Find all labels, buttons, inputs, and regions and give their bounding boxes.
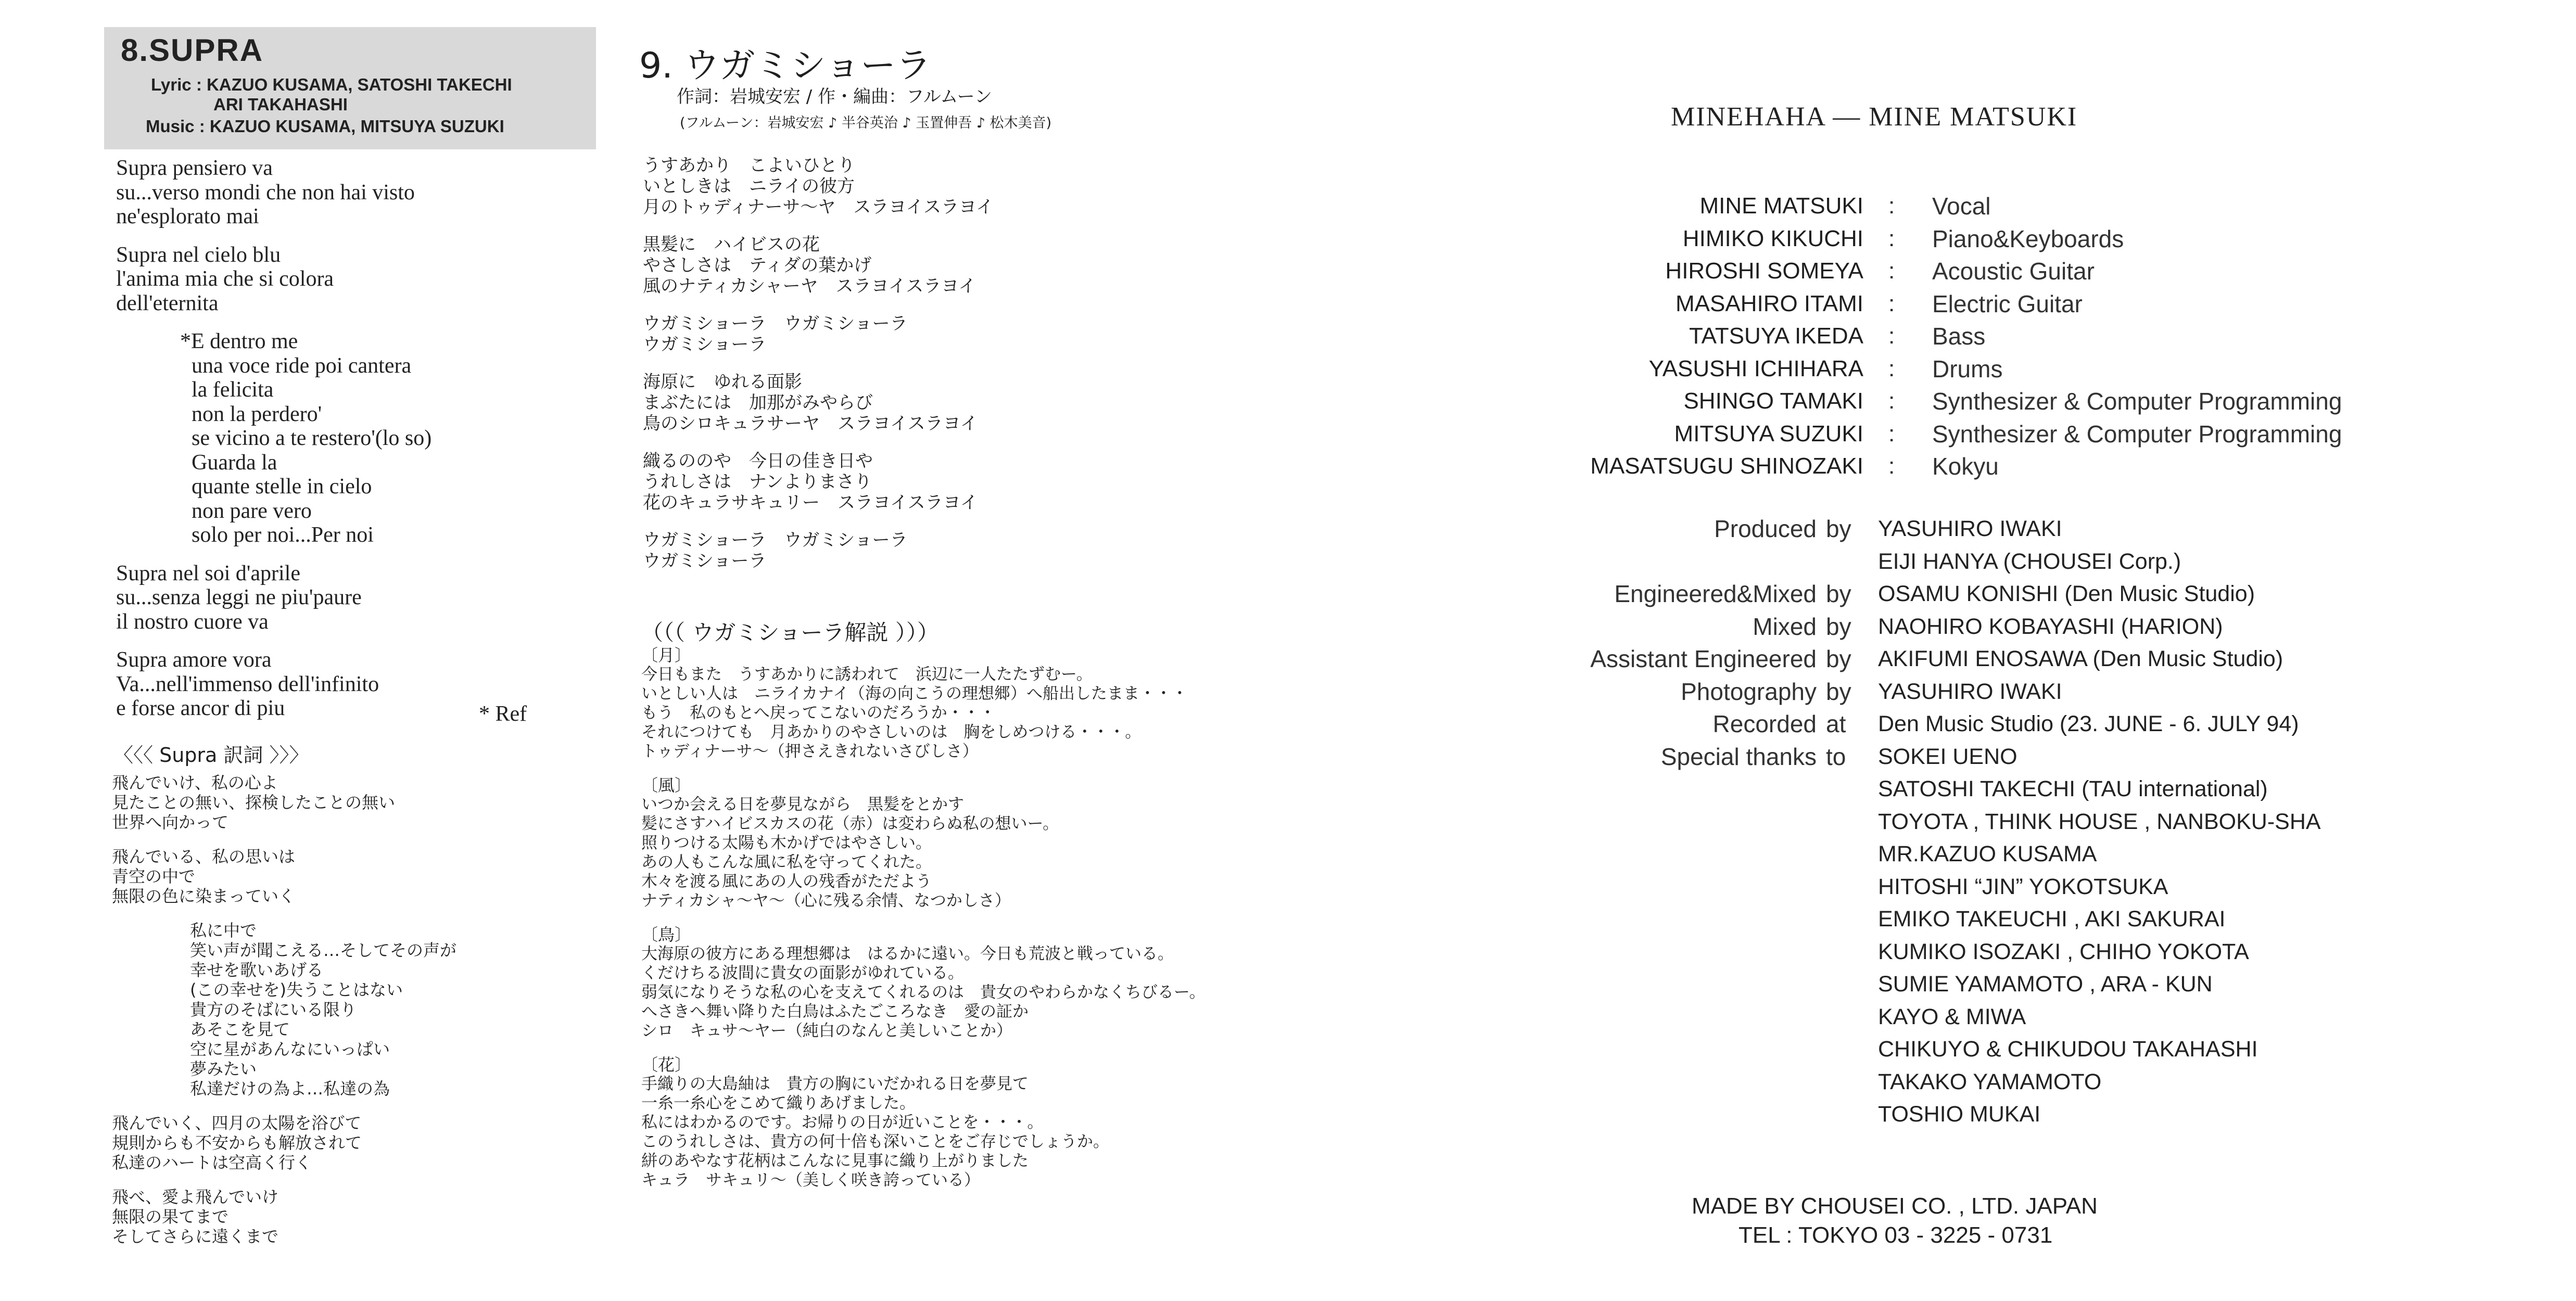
commentary-line: 木々を渡る風にあの人の残香がただよう	[641, 872, 932, 891]
member-name: SHINGO TAMAKI	[1683, 388, 1863, 414]
lyric-line: Supra nel soi d'aprile	[116, 561, 300, 585]
staff-preposition	[1826, 545, 1851, 578]
lyric-chorus	[116, 329, 432, 547]
lyric-line: una voce ride poi cantera	[192, 353, 412, 378]
lyric-line: ウガミショーラ ウガミショーラ	[643, 313, 908, 334]
commentary-section-flower	[641, 1055, 1205, 1190]
commentary-section-wind	[641, 775, 1205, 911]
commentary-line: キュラ サキュリ～（美しく咲き誇っている）	[641, 1171, 980, 1190]
lyric-stanza	[643, 372, 994, 434]
translation-line: 飛んでいけ、私の心よ	[112, 773, 278, 793]
thanks-name: MR.KAZUO KUSAMA	[1878, 841, 2097, 866]
commentary-line: くだけちる波間に貴女の面影がゆれている。	[641, 964, 964, 983]
supra-italian-lyrics	[116, 156, 432, 735]
lyric-stanza	[116, 243, 432, 316]
lyric-line: se vicino a te restero'(lo so)	[192, 426, 432, 450]
separator-colon: :	[1888, 453, 1895, 479]
commentary-line: 髪にさすハイビスカスの花（赤）は変わらぬ私の想いー。	[641, 814, 1059, 833]
commentary-line: いとしい人は ニライカナイ（海の向こうの理想郷）へ船出したまま・・・	[641, 684, 1188, 703]
thanks-name: KAYO & MIWA	[1878, 1004, 2026, 1029]
lyric-line: Supra pensiero va	[116, 156, 273, 180]
lyric-line: ウガミショーラ	[643, 551, 767, 571]
staff-preposition: by	[1826, 515, 1851, 542]
member-role: Bass	[1932, 323, 1986, 350]
thanks-name: SUMIE YAMAMOTO , ARA - KUN	[1878, 972, 2213, 997]
lyric-line: dell'eternita	[116, 291, 219, 315]
commentary-line: 私にはわかるのです。お帰りの日が近いことを・・・。	[641, 1113, 1044, 1132]
manufacturer-line: MADE BY CHOUSEI CO. , LTD. JAPAN	[1692, 1193, 2098, 1219]
staff-labels-column	[1509, 513, 1817, 773]
lyric-chorus	[643, 530, 994, 571]
commentary-line: このうれしさは、貴方の何十倍も深いことをご存じでしょうか。	[641, 1132, 1109, 1151]
commentary-line: トゥディナーサ～（押さえきれないさびしさ）	[641, 742, 979, 761]
member-role: Piano&Keyboards	[1932, 225, 2124, 252]
lyric-line: ne'esplorato mai	[116, 205, 259, 228]
lyric-line: non la perdero'	[192, 402, 322, 426]
lyric-line: su...verso mondi che non hai visto	[116, 180, 415, 205]
member-role: Synthesizer & Computer Programming	[1932, 388, 2342, 415]
lyric-line: solo per noi...Per noi	[192, 523, 374, 547]
thanks-name: EMIKO TAKEUCHI , AKI SAKURAI	[1878, 907, 2226, 932]
phone-line: TEL : TOKYO 03 - 3225 - 0731	[1739, 1222, 2053, 1248]
member-role: Acoustic Guitar	[1932, 258, 2095, 285]
translation-line: 幸せを歌いあげる	[190, 960, 324, 980]
translation-line: 飛んでいく、四月の太陽を浴びて	[112, 1113, 362, 1133]
staff-name: YASUHIRO IWAKI	[1878, 679, 2062, 704]
lyric-chorus	[643, 313, 994, 355]
music-credit: Music : KAZUO KUSAMA, MITSUYA SUZUKI	[146, 117, 504, 136]
thanks-name: TOSHIO MUKAI	[1878, 1102, 2041, 1127]
staff-prepositions-column	[1826, 513, 1851, 773]
commentary-line: それにつけても 月あかりのやさしいのは 胸をしめつける・・・。	[641, 723, 1141, 742]
staff-name: YASUHIRO IWAKI	[1878, 516, 2062, 541]
member-name: TATSUYA IKEDA	[1689, 323, 1863, 349]
lyric-line: 海原に ゆれる面影	[643, 372, 802, 392]
lyric-line: ウガミショーラ ウガミショーラ	[643, 530, 908, 551]
staff-name: Den Music Studio (23. JUNE - 6. JULY 94)	[1878, 711, 2299, 736]
lyric-line: il nostro cuore va	[116, 609, 269, 634]
translation-line: 夢みたい	[190, 1059, 257, 1079]
lyric-line: 鳥のシロキュラサーヤ スラヨイスラヨイ	[643, 413, 978, 434]
commentary-line: 弱気になりそうな私の心を支えてくれるのは 貴女のやわらかなくちびるー。	[641, 983, 1205, 1002]
lyric-stanza	[643, 234, 994, 297]
translation-line: 空に星があんなにいっぱい	[190, 1039, 390, 1059]
translation-line: 見たことの無い、探検したことの無い	[112, 793, 396, 812]
commentary-section-bird	[641, 925, 1205, 1041]
thanks-name: TAKAKO YAMAMOTO	[1878, 1069, 2102, 1094]
lyric-line: いとしきは ニライの彼方	[643, 176, 855, 197]
staff-label: Special thanks	[1660, 743, 1817, 770]
lyric-line: su...senza leggi ne piu'paure	[116, 585, 362, 609]
translation-stanza	[112, 847, 456, 906]
member-name: HIMIKO KIKUCHI	[1682, 225, 1863, 251]
lyric-stanza	[643, 155, 994, 218]
translation-stanza	[112, 1113, 456, 1172]
member-role: Kokyu	[1932, 453, 1999, 480]
lyric-line: 風のナティカシャーヤ スラヨイスラヨイ	[643, 276, 976, 297]
translation-line: 私達のハートは空高く行く	[112, 1153, 312, 1172]
commentary-line: 今日もまた うすあかりに誘われて 浜辺に一人たたずむー。	[641, 665, 1093, 684]
ugami-commentary	[641, 645, 1205, 1204]
refrain-marker: * Ref	[479, 702, 527, 726]
lyric-line: 月のトゥディナーサ～ヤ スラヨイスラヨイ	[643, 197, 994, 218]
translation-stanza	[112, 773, 456, 832]
lyric-stanza	[116, 648, 432, 721]
lyric-stanza	[116, 562, 432, 634]
translation-line: あそこを見て	[190, 1019, 290, 1039]
lyric-line: l'anima mia che si colora	[116, 267, 334, 291]
thanks-name: HITOSHI “JIN” YOKOTSUKA	[1878, 874, 2168, 899]
commentary-line: いつか会える日を夢見ながら 黒髪をとかす	[641, 795, 964, 814]
track-title: 9. ウガミショーラ	[639, 45, 932, 86]
lyric-line: *E dentro me	[180, 329, 298, 353]
section-label: 〔風〕	[641, 775, 692, 795]
staff-preposition: by	[1826, 613, 1851, 640]
lyric-line: Supra amore vora	[116, 648, 272, 672]
translation-line: 貴方のそばにいる限り	[190, 1000, 357, 1019]
manufacturer-info	[1692, 1192, 2098, 1250]
commentary-heading: （（（ ウガミショーラ解説 ）））	[641, 620, 939, 645]
member-separators	[1888, 190, 1895, 483]
translation-line: 私に中で	[190, 921, 257, 940]
lyric-line: Supra nel cielo blu	[116, 243, 281, 267]
thanks-name: KUMIKO ISOZAKI , CHIHO YOKOTA	[1878, 939, 2249, 964]
staff-label: Photography	[1681, 678, 1817, 705]
thanks-name: SATOSHI TAKECHI (TAU international)	[1878, 776, 2268, 801]
commentary-line: ナティカシャ～ヤ～（心に残る余情、なつかしさ）	[641, 891, 1011, 910]
translation-line: (この幸せを)失うことはない	[190, 980, 403, 1000]
lyric-line: 黒髪に ハイビスの花	[643, 234, 820, 255]
member-name: HIROSHI SOMEYA	[1665, 258, 1863, 284]
album-title: MINEHAHA ― MINE MATSUKI	[1671, 102, 2078, 132]
commentary-line: あの人もこんな風に私を守ってくれた。	[641, 853, 932, 872]
member-role: Electric Guitar	[1932, 290, 2083, 317]
staff-label: Mixed	[1753, 613, 1817, 640]
staff-name: EIJI HANYA (CHOUSEI Corp.)	[1878, 549, 2181, 574]
translation-heading: 〈〈〈 Supra 訳詞 〉〉〉	[113, 744, 309, 767]
translation-stanza	[112, 1187, 456, 1246]
section-label: 〔花〕	[641, 1055, 692, 1075]
writer-credit: 作詞：岩城安宏 / 作・編曲：フルムーン	[677, 86, 992, 107]
member-role: Drums	[1932, 355, 2003, 382]
separator-colon: :	[1888, 193, 1895, 219]
band-members-credit: (フルムーン：岩城安宏 ♪ 半谷英治 ♪ 玉置伸吾 ♪ 松木美音)	[680, 115, 1052, 131]
thanks-name: CHIKUYO & CHIKUDOU TAKAHASHI	[1878, 1037, 2258, 1062]
commentary-line: 手織りの大島紬は 貴方の胸にいだかれる日を夢見て	[641, 1075, 1029, 1093]
commentary-line: 絣のあやなす花柄はこんなに見事に織り上がりました	[641, 1152, 1029, 1170]
translation-line: 飛んでいる、私の思いは	[112, 847, 296, 866]
translation-line: 規則からも不安からも解放されて	[112, 1133, 362, 1153]
separator-colon: :	[1888, 290, 1895, 316]
staff-preposition: at	[1826, 710, 1846, 737]
lyric-line: 織るののや 今日の佳き日や	[643, 451, 873, 471]
lyric-line: うれしさは ナンよりまさり	[643, 471, 872, 492]
member-name: MINE MATSUKI	[1699, 193, 1863, 219]
commentary-line: 大海原の彼方にある理想郷は はるかに遠い。今日も荒波と戦っている。	[641, 945, 1174, 963]
section-label: 〔鳥〕	[641, 925, 692, 945]
translation-chorus	[112, 921, 456, 1099]
lyric-line: quante stelle in cielo	[192, 475, 372, 499]
staff-label: Engineered&Mixed	[1614, 580, 1817, 607]
member-name: YASUSHI ICHIHARA	[1648, 355, 1863, 381]
translation-line: 青空の中で	[112, 866, 196, 886]
member-name: MASATSUGU SHINOZAKI	[1590, 453, 1863, 479]
staff-preposition: by	[1826, 645, 1851, 672]
member-role: Synthesizer & Computer Programming	[1932, 420, 2342, 448]
lyric-stanza	[643, 451, 994, 513]
commentary-line: シロ キュサ～ヤー（純白のなんと美しいことか）	[641, 1022, 1012, 1040]
separator-colon: :	[1888, 225, 1895, 251]
translation-line: 無限の色に染まっていく	[112, 886, 296, 906]
staff-label: Produced	[1714, 515, 1817, 542]
staff-preposition: by	[1826, 580, 1851, 607]
staff-names-column	[1878, 513, 2321, 1131]
staff-name: OSAMU KONISHI (Den Music Studio)	[1878, 581, 2255, 606]
section-label: 〔月〕	[641, 645, 692, 665]
commentary-line: もう 私のもとへ戻ってこないのだろうか・・・	[641, 704, 996, 722]
translation-line: 飛べ、愛よ飛んでいけ	[112, 1187, 279, 1207]
staff-name: AKIFUMI ENOSAWA (Den Music Studio)	[1878, 646, 2283, 671]
lyric-line: Va...nell'immenso dell'infinito	[116, 672, 379, 696]
staff-label	[1509, 545, 1817, 578]
commentary-line: 一糸一糸心をこめて織りあげました。	[641, 1094, 916, 1113]
track-title: 8.SUPRA	[121, 33, 264, 68]
staff-preposition: to	[1826, 743, 1846, 770]
commentary-line: へさきへ舞い降りた白鳥はふたごころなき 愛の証か	[641, 1002, 1029, 1021]
lyric-line: ウガミショーラ	[643, 334, 767, 355]
separator-colon: :	[1888, 323, 1895, 349]
translation-line: 私達だけの為よ…私達の為	[190, 1079, 390, 1099]
staff-preposition: by	[1826, 678, 1851, 705]
separator-colon: :	[1888, 355, 1895, 381]
ugami-lyrics	[643, 155, 994, 588]
separator-colon: :	[1888, 258, 1895, 284]
lyric-credit: Lyric : KAZUO KUSAMA, SATOSHI TAKECHI	[151, 75, 512, 94]
member-role: Vocal	[1932, 193, 1991, 220]
lyric-line: e forse ancor di piu	[116, 696, 285, 720]
lyric-line: Guarda la	[192, 450, 277, 475]
lyric-line: la felicita	[192, 378, 274, 402]
staff-name: NAOHIRO KOBAYASHI (HARION)	[1878, 614, 2223, 639]
lyric-line: やさしさは ティダの葉かげ	[643, 255, 872, 276]
staff-label: Assistant Engineered	[1590, 645, 1817, 672]
member-name: MASAHIRO ITAMI	[1676, 290, 1863, 316]
staff-label: Recorded	[1712, 710, 1817, 737]
supra-header-box	[104, 27, 596, 149]
lyric-line: non pare vero	[192, 499, 312, 523]
separator-colon: :	[1888, 388, 1895, 414]
lyric-line: 花のキュラサキュリー スラヨイスラヨイ	[643, 492, 978, 513]
lyric-line: まぶたには 加那がみやらび	[643, 392, 873, 413]
commentary-section-moon	[641, 645, 1205, 761]
thanks-name: TOYOTA , THINK HOUSE , NANBOKU-SHA	[1878, 809, 2321, 834]
translation-line: そしてさらに遠くまで	[112, 1227, 279, 1246]
member-roles-column	[1932, 190, 2342, 483]
lyric-line: うすあかり こよいひとり	[643, 155, 855, 176]
lyric-credit-continued: ARI TAKAHASHI	[213, 95, 348, 114]
staff-name: SOKEI UENO	[1878, 744, 2017, 769]
commentary-line: 照りつける太陽も木かげではやさしい。	[641, 834, 932, 852]
lyric-stanza	[116, 156, 432, 229]
translation-line: 笑い声が聞こえる…そしてその声が	[190, 940, 457, 960]
separator-colon: :	[1888, 420, 1895, 447]
member-names-column	[1509, 190, 1863, 483]
member-name: MITSUYA SUZUKI	[1674, 420, 1863, 447]
supra-japanese-translation	[112, 773, 456, 1261]
translation-line: 無限の果てまで	[112, 1207, 229, 1227]
translation-line: 世界へ向かって	[112, 812, 229, 832]
